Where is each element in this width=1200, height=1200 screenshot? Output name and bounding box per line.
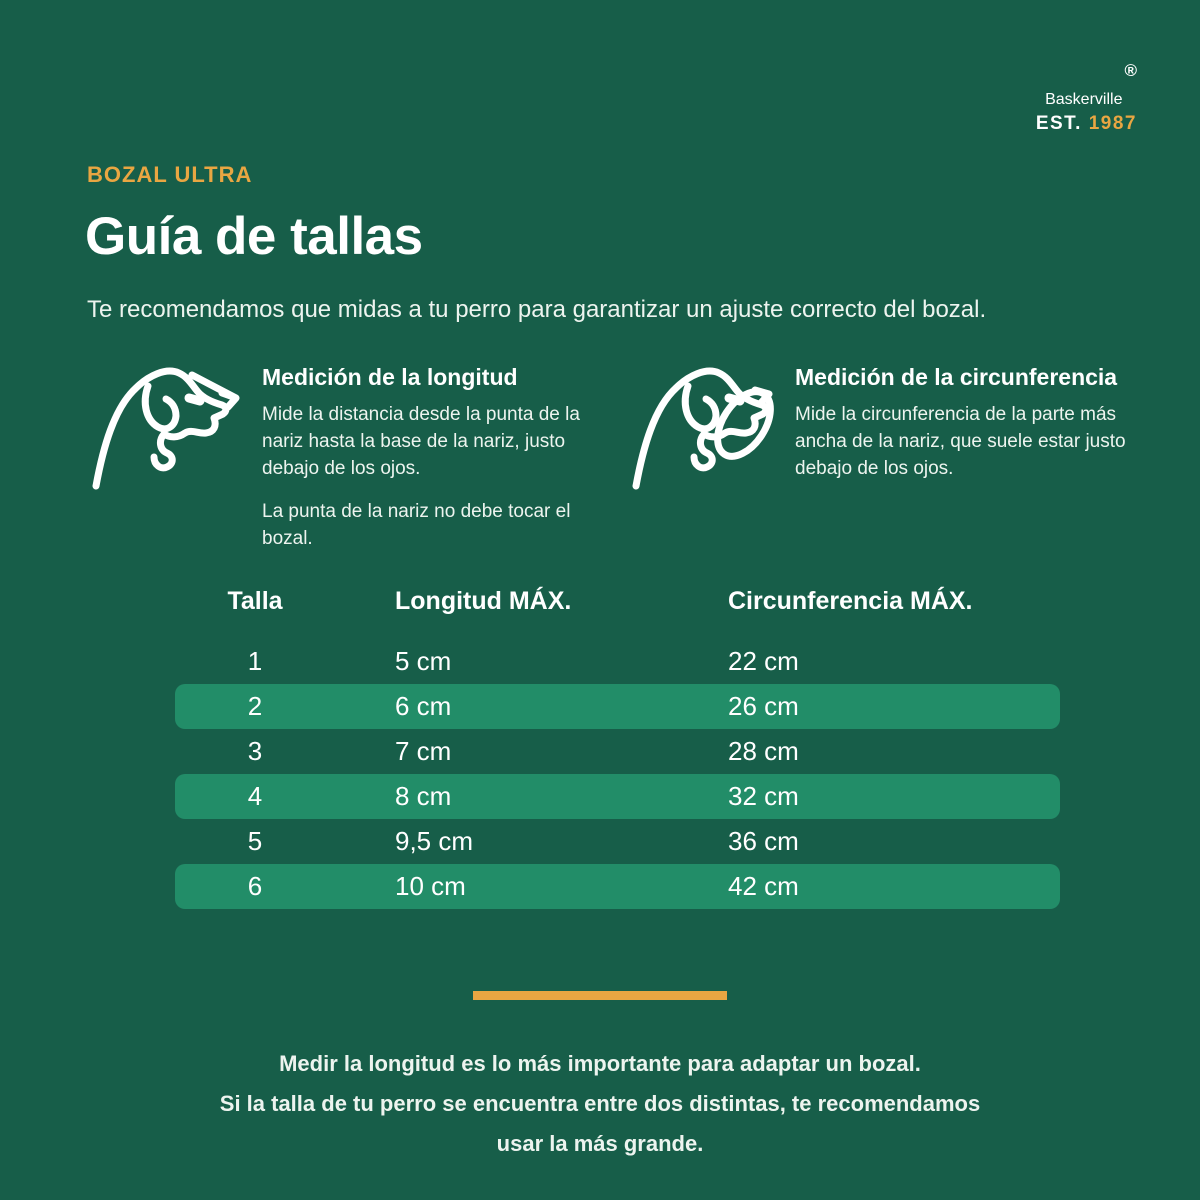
size-table-body <box>175 639 1060 909</box>
cell-circunferencia: 28 cm <box>728 736 799 766</box>
cell-talla: 2 <box>247 691 263 721</box>
cell-circunferencia: 42 cm <box>728 871 799 901</box>
cell-circunferencia: 26 cm <box>728 691 799 721</box>
page-title: Guía de tallas <box>85 207 423 266</box>
footer-line-3: usar la más grande. <box>496 1131 704 1156</box>
table-row <box>175 819 1060 864</box>
footer-line-1: Medir la longitud es lo más importante para adaptar un bozal. <box>279 1051 921 1076</box>
column-header-circunferencia: Circunferencia MÁX. <box>728 586 973 615</box>
table-row <box>175 864 1060 909</box>
cell-talla: 3 <box>247 736 263 766</box>
est-label: EST. <box>1035 113 1082 134</box>
measurement-length-section <box>262 364 584 568</box>
measurement-length-paragraph-1: Mide la distancia desde la punta de la nariz hasta la base de la nariz, justo debajo de los ojos. <box>262 404 580 479</box>
cell-longitud: 5 cm <box>395 646 452 676</box>
footer-line-2: Si la talla de tu perro se encuentra entre dos distintas, te recomendamos <box>219 1091 981 1116</box>
measurement-circumference-title: Medición de la circunferencia <box>795 364 1118 390</box>
brand-established <box>1036 114 1137 133</box>
brand-logo <box>1036 62 1137 133</box>
size-table <box>175 583 1060 909</box>
table-row <box>175 729 1060 774</box>
page-subtitle: Te recomendamos que midas a tu perro para garantizar un ajuste correcto del bozal. <box>87 296 987 323</box>
cell-longitud: 7 cm <box>395 736 452 766</box>
table-row <box>175 639 1060 684</box>
gold-divider <box>473 991 727 1000</box>
cell-circunferencia: 22 cm <box>728 646 799 676</box>
size-table-header <box>175 583 1060 619</box>
cell-longitud: 8 cm <box>395 781 452 811</box>
table-row <box>175 684 1060 729</box>
column-header-longitud: Longitud MÁX. <box>395 586 572 615</box>
dog-head-circumference-loop-icon <box>628 358 790 490</box>
brand-name: Baskerville® <box>1045 61 1137 108</box>
cell-circunferencia: 36 cm <box>728 826 799 856</box>
measurement-length-title: Medición de la longitud <box>262 364 518 390</box>
measurement-circumference-section <box>795 364 1147 498</box>
cell-talla: 5 <box>247 826 263 856</box>
dog-head-length-arrow-icon <box>88 358 250 490</box>
cell-talla: 4 <box>247 781 263 811</box>
cell-talla: 1 <box>247 646 263 676</box>
registered-trademark-icon: ® <box>1124 61 1137 80</box>
column-header-talla: Talla <box>227 586 283 615</box>
cell-circunferencia: 32 cm <box>728 781 799 811</box>
cell-longitud: 9,5 cm <box>395 826 474 856</box>
measurement-length-paragraph-2: La punta de la nariz no debe tocar el bozal. <box>262 501 571 549</box>
measurement-circumference-paragraph-1: Mide la circunferencia de la parte más ancha de la nariz, que suele estar justo debajo de los ojos. <box>795 404 1126 479</box>
cell-longitud: 6 cm <box>395 691 452 721</box>
product-name-kicker: BOZAL ULTRA <box>87 162 253 187</box>
table-row <box>175 774 1060 819</box>
cell-longitud: 10 cm <box>395 871 466 901</box>
est-year: 1987 <box>1088 113 1137 134</box>
cell-talla: 6 <box>247 871 263 901</box>
footer-note <box>0 1044 1200 1164</box>
